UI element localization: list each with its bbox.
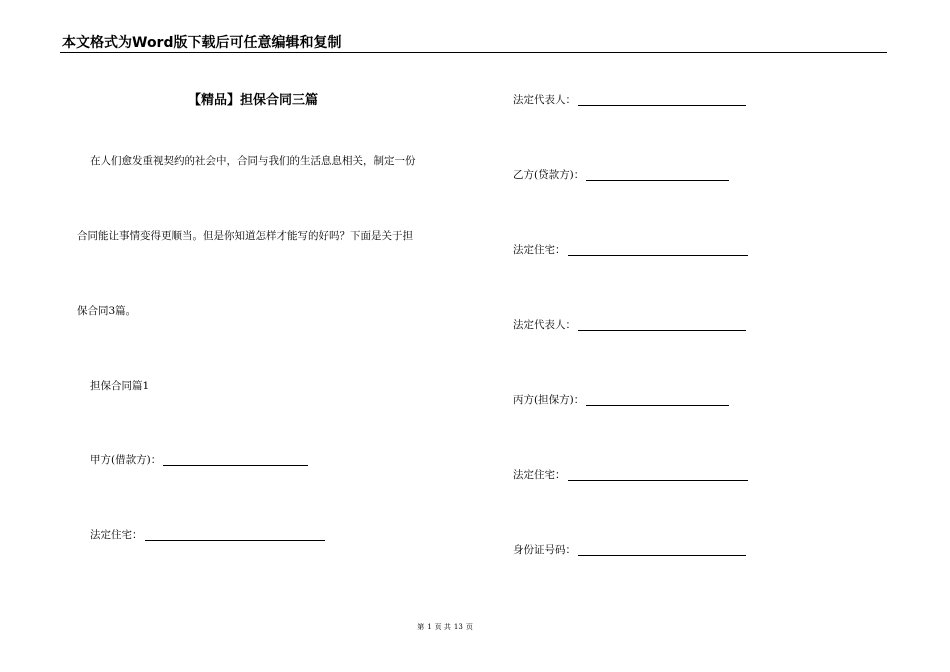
fill-in-line (145, 528, 325, 541)
fill-in-line (568, 243, 748, 256)
footer-suffix: 页 (465, 623, 473, 631)
total-page-count: 13 (453, 623, 463, 631)
fill-in-line (163, 453, 308, 466)
field-guarantor-address (513, 468, 748, 482)
header-banner: 本文格式为Word版下载后可任意编辑和复制 (62, 35, 342, 51)
field-label: 丙方(担保方)： (513, 394, 585, 406)
fill-in-line (578, 543, 746, 556)
intro-paragraph-line: 保合同3篇。 (77, 305, 137, 317)
fill-in-line (586, 393, 729, 406)
document-title: 【精品】担保合同三篇 (188, 93, 319, 108)
fill-in-line (578, 93, 746, 106)
section-heading: 担保合同篇1 (90, 380, 150, 392)
footer-middle: 页 共 (434, 623, 451, 631)
field-label: 法定住宅： (90, 529, 143, 541)
current-page-number: 1 (427, 623, 432, 631)
field-borrower-address (90, 528, 325, 542)
fill-in-line (586, 168, 729, 181)
field-lender (513, 168, 729, 182)
intro-paragraph-line: 合同能让事情变得更顺当。但是你知道怎样才能写的好吗？下面是关于担 (77, 230, 413, 242)
header-divider (60, 52, 887, 53)
field-legal-representative (513, 93, 746, 107)
fill-in-line (578, 318, 746, 331)
fill-in-line (568, 468, 748, 481)
footer-prefix: 第 (417, 623, 425, 631)
field-label: 甲方(借款方)： (90, 454, 162, 466)
field-id-number (513, 543, 746, 557)
field-label: 身份证号码： (513, 544, 576, 556)
field-legal-representative (513, 318, 746, 332)
field-lender-address (513, 243, 748, 257)
field-guarantor (513, 393, 729, 407)
field-label: 法定代表人： (513, 94, 576, 106)
intro-paragraph-line: 在人们愈发重视契约的社会中，合同与我们的生活息息相关，制定一份 (90, 155, 416, 167)
field-label: 乙方(贷款方)： (513, 169, 585, 181)
field-label: 法定代表人： (513, 319, 576, 331)
field-borrower (90, 453, 308, 467)
field-label: 法定住宅： (513, 244, 566, 256)
page-number-footer (0, 622, 890, 632)
field-label: 法定住宅： (513, 469, 566, 481)
